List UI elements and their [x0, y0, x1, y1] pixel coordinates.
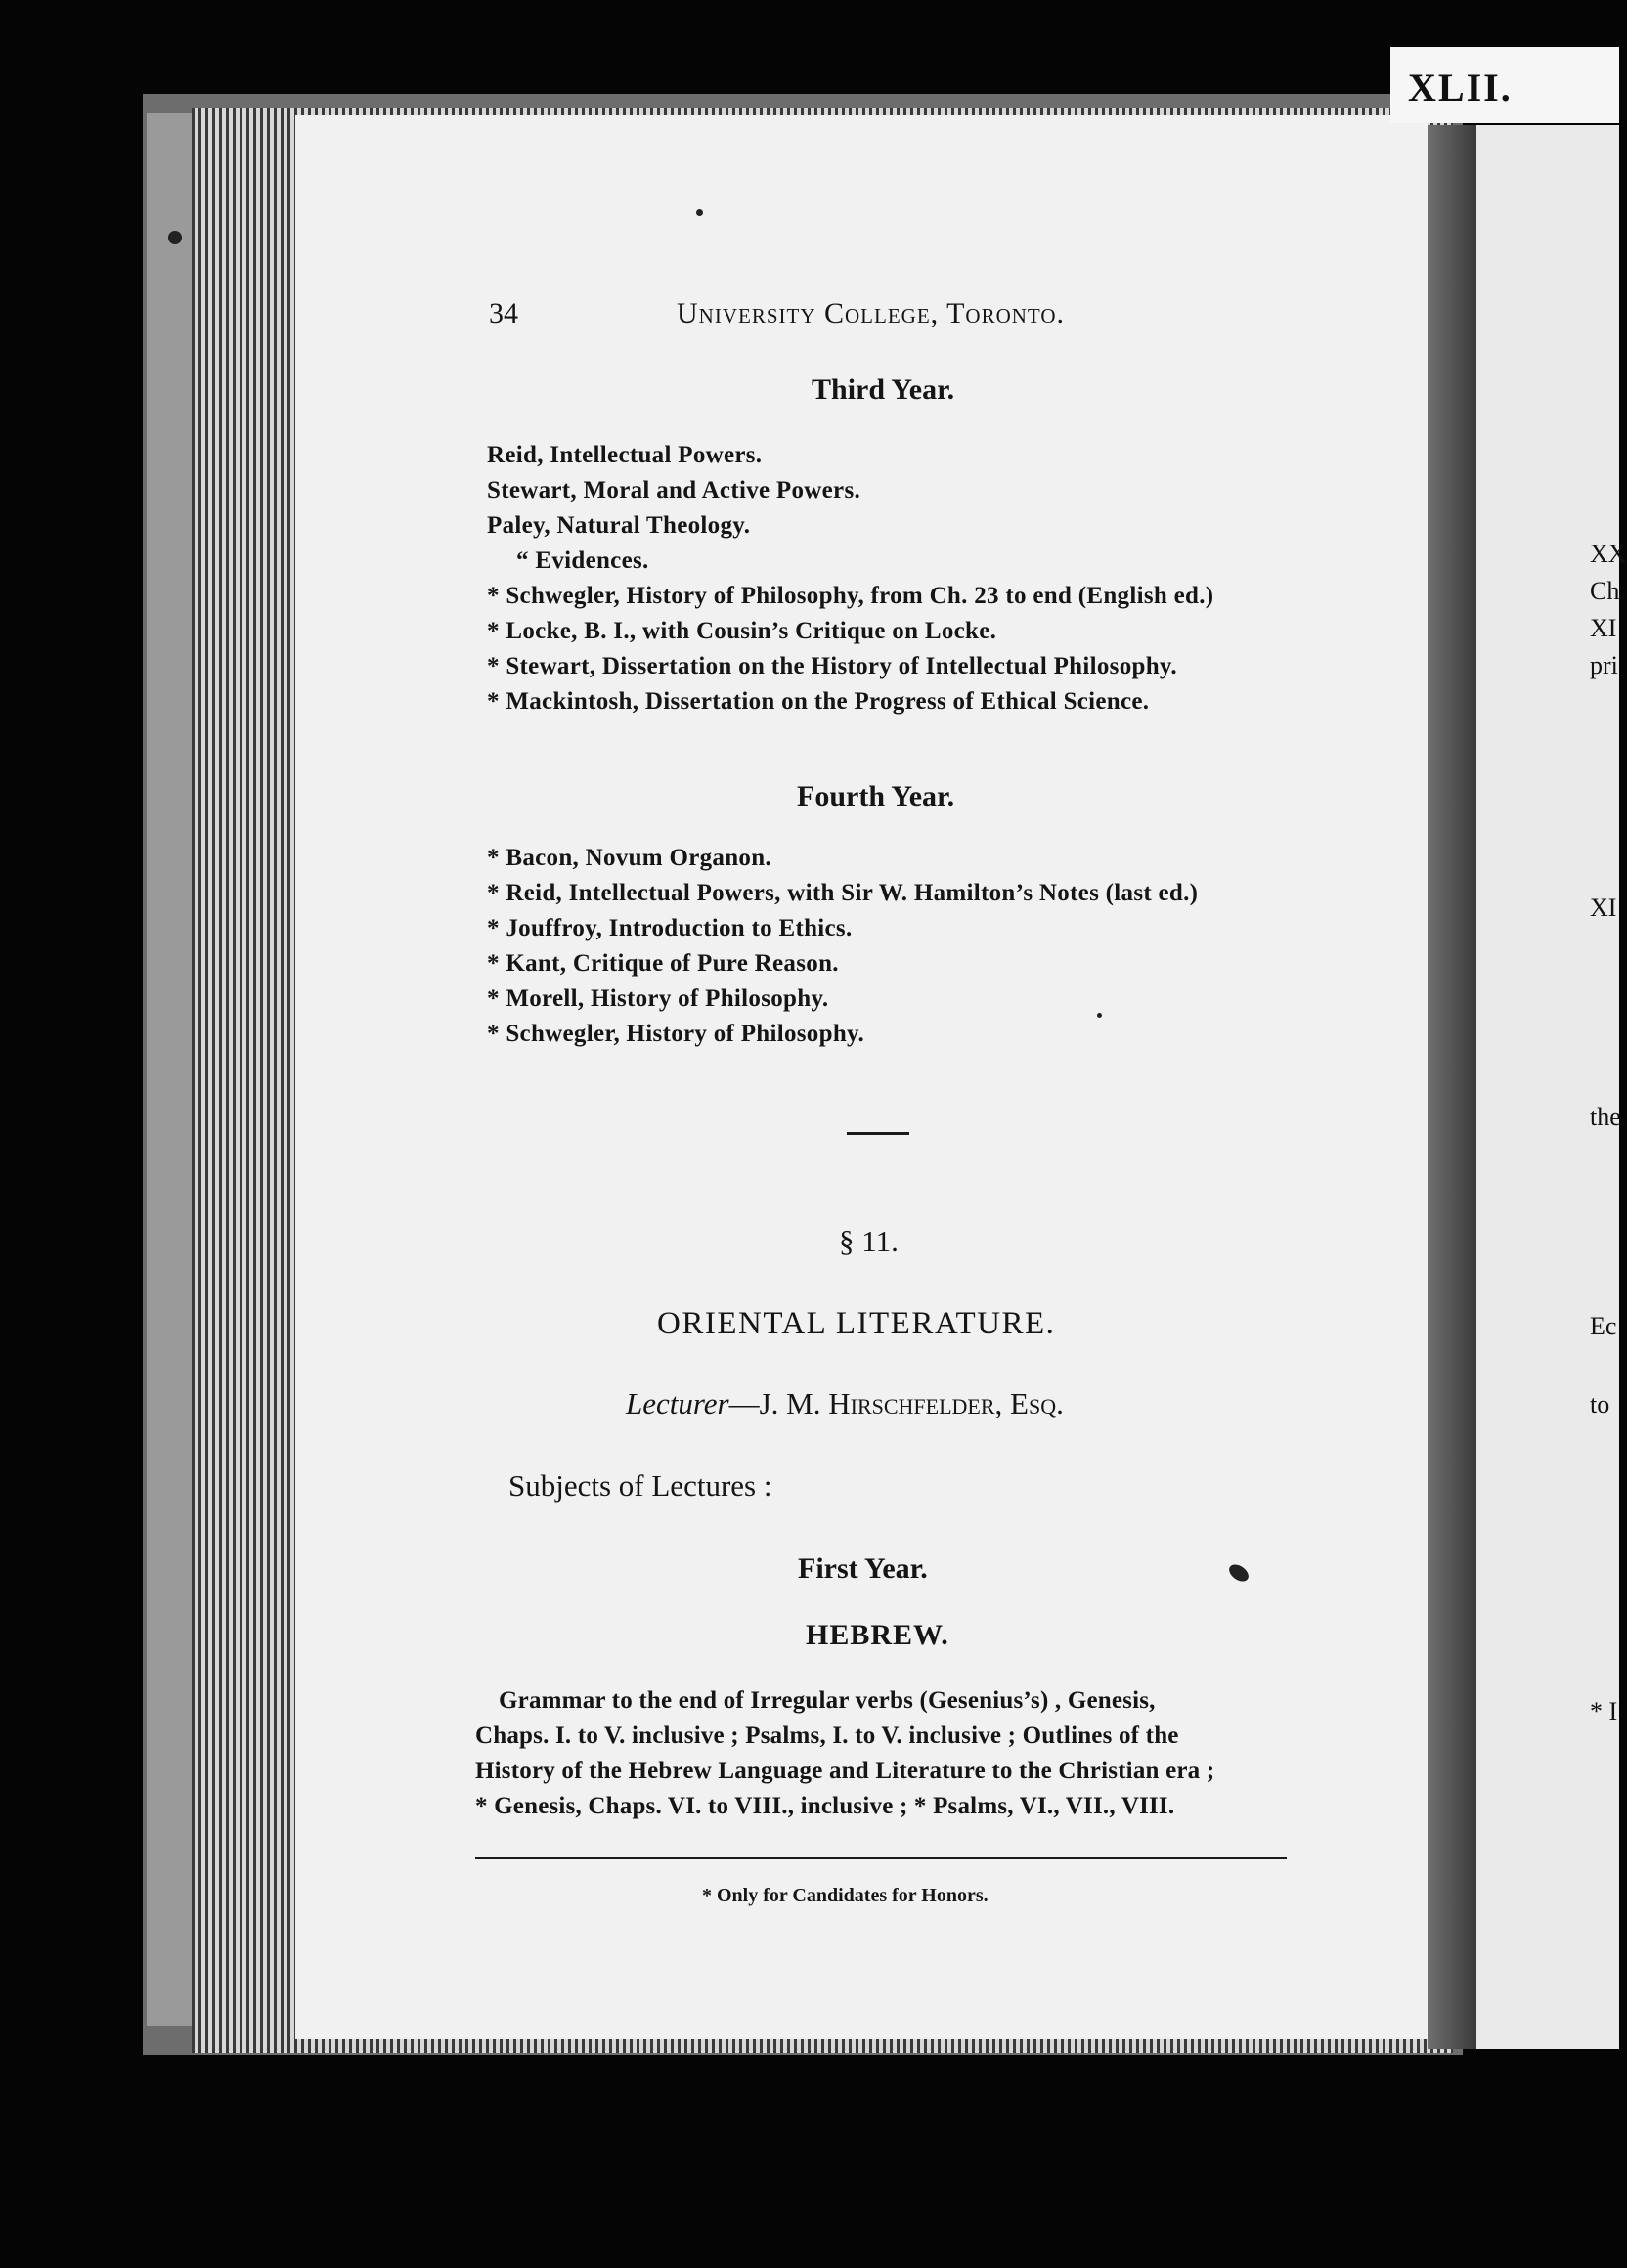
facing-fragment: pri: [1590, 651, 1618, 679]
lecturer-line: [626, 1386, 1064, 1421]
facing-fragment: XI: [1590, 894, 1617, 922]
section-number: § 11.: [839, 1224, 899, 1258]
facing-fragment: Ch: [1590, 577, 1620, 605]
facing-fragment: the: [1590, 1103, 1621, 1131]
list-item: * Morell, History of Philosophy.: [487, 985, 829, 1012]
third-year-heading: Third Year.: [812, 373, 955, 406]
facing-fragment: XI: [1590, 614, 1617, 642]
first-year-heading: First Year.: [798, 1552, 928, 1585]
list-item: * Jouffroy, Introduction to Ethics.: [487, 915, 853, 941]
list-item: * Locke, B. I., with Cousin’s Critique on Locke.: [487, 618, 997, 644]
paragraph-line: Grammar to the end of Irregular verbs (Gesenius’s) , Genesis,: [499, 1687, 1156, 1714]
footnote-rule: [475, 1857, 1287, 1859]
subjects-label: Subjects of Lectures :: [508, 1468, 772, 1503]
list-item: Reid, Intellectual Powers.: [487, 442, 763, 468]
list-item: * Mackintosh, Dissertation on the Progress of Ethical Science.: [487, 688, 1150, 715]
footnote: * Only for Candidates for Honors.: [702, 1885, 989, 1906]
list-item: Stewart, Moral and Active Powers.: [487, 477, 861, 503]
ink-speck: [1097, 1013, 1102, 1018]
list-item: * Stewart, Dissertation on the History of Intellectual Philosophy.: [487, 653, 1177, 679]
page-number: 34: [489, 297, 518, 329]
paragraph-line: Chaps. I. to V. inclusive ; Psalms, I. to V. inclusive ; Outlines of the: [475, 1723, 1179, 1749]
list-item: * Schwegler, History of Philosophy.: [487, 1021, 864, 1047]
facing-fragment: Ec: [1590, 1312, 1617, 1340]
running-title: University College, Toronto.: [677, 297, 1066, 329]
list-item: * Reid, Intellectual Powers, with Sir W. Hamilton’s Notes (last ed.): [487, 880, 1199, 906]
list-item: * Kant, Critique of Pure Reason.: [487, 950, 839, 977]
list-item: * Schwegler, History of Philosophy, from Ch. 23 to end (English ed.): [487, 583, 1214, 609]
fourth-year-heading: Fourth Year.: [797, 780, 955, 812]
facing-fragment: XX: [1590, 540, 1627, 568]
section-divider: [847, 1132, 909, 1135]
book-gutter: [1428, 125, 1476, 2049]
list-item: Paley, Natural Theology.: [487, 512, 751, 539]
section-title: ORIENTAL LITERATURE.: [657, 1306, 1056, 1341]
paragraph-line: * Genesis, Chaps. VI. to VIII., inclusive ; * Psalms, VI., VII., VIII.: [475, 1793, 1175, 1819]
facing-page: [1476, 125, 1619, 2049]
ink-speck: [696, 209, 703, 216]
facing-fragment: to: [1590, 1390, 1610, 1418]
facing-fragment: * I: [1590, 1697, 1618, 1725]
lecturer-name: —J. M. Hirschfelder, Esq.: [728, 1386, 1064, 1420]
list-item: * Bacon, Novum Organon.: [487, 845, 771, 871]
paragraph-line: History of the Hebrew Language and Literature to the Christian era ;: [475, 1758, 1215, 1784]
list-item: “ Evidences.: [516, 547, 649, 574]
lecturer-label: Lecturer: [626, 1386, 729, 1420]
ink-speck: [168, 231, 182, 244]
hebrew-heading: HEBREW.: [806, 1619, 949, 1651]
archive-tag-label: XLII.: [1408, 65, 1513, 109]
